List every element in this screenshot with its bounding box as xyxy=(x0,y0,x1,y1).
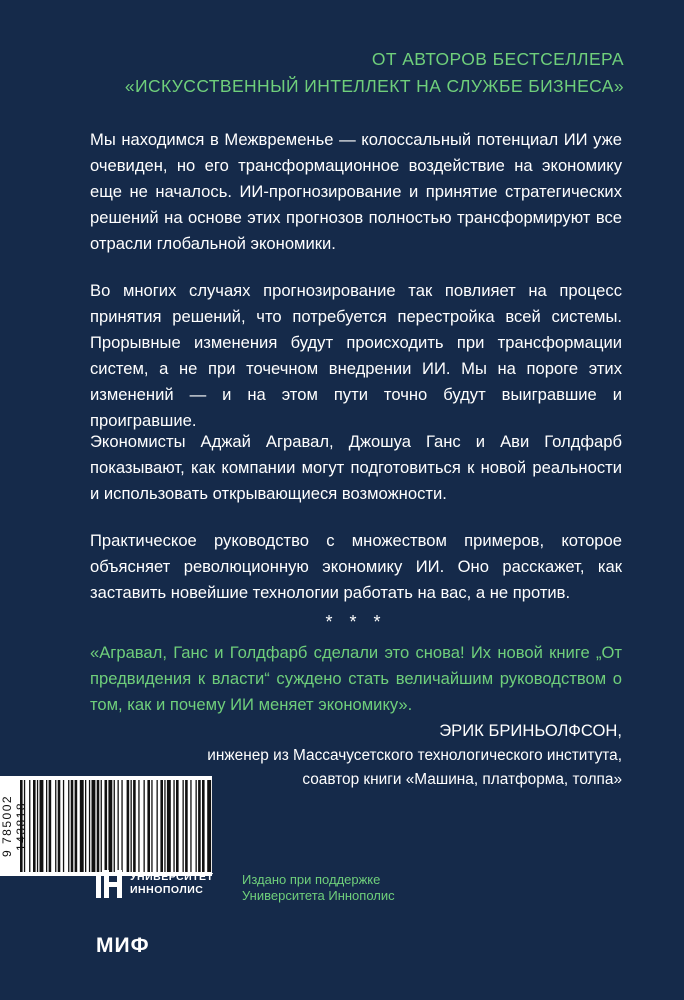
paragraph-4: Практическое руководство с множеством примеров, которое объясняет революционную экономику ИИ. Оно расскажет, как заставить новейшие технологии работать на вас, а не против. xyxy=(90,531,622,602)
barcode-bar xyxy=(118,780,119,872)
barcode-bar xyxy=(40,780,44,872)
barcode-bar xyxy=(173,780,174,872)
barcode-bar xyxy=(164,780,165,872)
innopolis-logo xyxy=(96,870,213,898)
paragraph-3: Экономисты Аджай Агравал, Джошуа Ганс и Ави Голдфарб показывают, как компании могут подготовиться к новой реальности и использовать открывающиеся возможности. xyxy=(90,432,622,503)
barcode-bar xyxy=(190,780,191,872)
barcode-bar xyxy=(196,780,197,872)
quote-role-line-2: соавтор книги «Машина, платформа, толпа» xyxy=(302,771,622,788)
barcode-bar xyxy=(207,780,211,872)
quote-author: ЭРИК БРИНЬОЛФСОН, xyxy=(439,721,622,740)
barcode-bar xyxy=(71,780,74,872)
barcode-bar xyxy=(108,780,112,872)
barcode-bar xyxy=(75,780,78,872)
barcode-bar xyxy=(127,780,130,872)
barcode-bar xyxy=(46,780,47,872)
barcode-bar xyxy=(105,780,108,872)
barcode-bar xyxy=(37,780,38,872)
barcode-bar xyxy=(202,780,205,872)
barcode-bar xyxy=(114,780,115,872)
barcode-bar xyxy=(80,780,84,872)
barcode-bar xyxy=(121,780,122,872)
barcode-bar xyxy=(58,780,61,872)
barcode-bar xyxy=(198,780,201,872)
barcode-bar xyxy=(68,780,69,872)
barcode-bar xyxy=(97,780,100,872)
barcode-bar xyxy=(55,780,56,872)
innopolis-logo-icon xyxy=(96,870,122,898)
barcode-bar xyxy=(131,780,132,872)
isbn-barcode xyxy=(0,776,212,876)
barcode-bar xyxy=(89,780,90,872)
heading-line-1: ОТ АВТОРОВ БЕСТСЕЛЛЕРА xyxy=(371,49,624,69)
barcode-bar xyxy=(133,780,136,872)
support-line-1: Издано при поддержке xyxy=(242,872,381,887)
barcode-bar xyxy=(185,780,188,872)
barcode-bar xyxy=(147,780,150,872)
publisher-imprint: МИФ xyxy=(96,934,150,957)
paragraph-2: Во многих случаях прогнозирование так повлияет на процесс принятия решений, что потребуется перестройка всей системы. Прорывные изменения будут происходить при трансформации систем, а не при точечном внедрении ИИ. Мы на пороге этих изменений — и на этом пути точно будут выигравшие и проигравшие. xyxy=(90,281,622,430)
barcode-bar xyxy=(176,780,179,872)
barcode-bar xyxy=(49,780,52,872)
heading-line-2: «ИСКУССТВЕННЫЙ ИНТЕЛЛЕКТ НА СЛУЖБЕ БИЗНЕСА» xyxy=(124,76,624,96)
blurb-quote: «Агравал, Ганс и Голдфарб сделали это снова! Их новой книге „От предвидения к власти“ суждено стать величайшим руководством о том, как и почему ИИ меняет экономику». xyxy=(90,643,622,714)
barcode-bar xyxy=(101,780,102,872)
quote-author-role xyxy=(207,744,622,792)
barcode-bars xyxy=(16,776,212,876)
barcode-bar xyxy=(63,780,64,872)
barcode-bar xyxy=(92,780,96,872)
logo-line-2: ИННОПОЛИС xyxy=(130,884,204,896)
support-note xyxy=(242,872,395,904)
quote-role-line-1: инженер из Массачусетского технологического института, xyxy=(207,747,622,764)
logo-line-1: УНИВЕРСИТЕТ xyxy=(130,871,214,883)
barcode-bar xyxy=(85,780,86,872)
isbn-number: 9 785002 143818 xyxy=(0,794,28,858)
barcode-bar xyxy=(151,780,152,872)
support-line-2: Университета Иннополис xyxy=(242,888,395,903)
barcode-bar xyxy=(157,780,158,872)
barcode-bar xyxy=(144,780,145,872)
paragraph-1: Мы находимся в Межвременье — колоссальный потенциал ИИ уже очевиден, но его трансформационное воздействие на экономику еще не началось. ИИ-прогнозирование и принятие стратегических решений на основе этих прогнозов полностью трансформируют все отрасли глобальной экономики. xyxy=(90,130,622,253)
separator: * * * xyxy=(325,612,387,632)
barcode-bar xyxy=(33,780,36,872)
barcode-bar xyxy=(183,780,184,872)
barcode-bar xyxy=(160,780,163,872)
barcode-bar xyxy=(29,780,30,872)
cover-heading xyxy=(60,46,624,100)
barcode-bar xyxy=(138,780,139,872)
barcode-bar xyxy=(167,780,171,872)
